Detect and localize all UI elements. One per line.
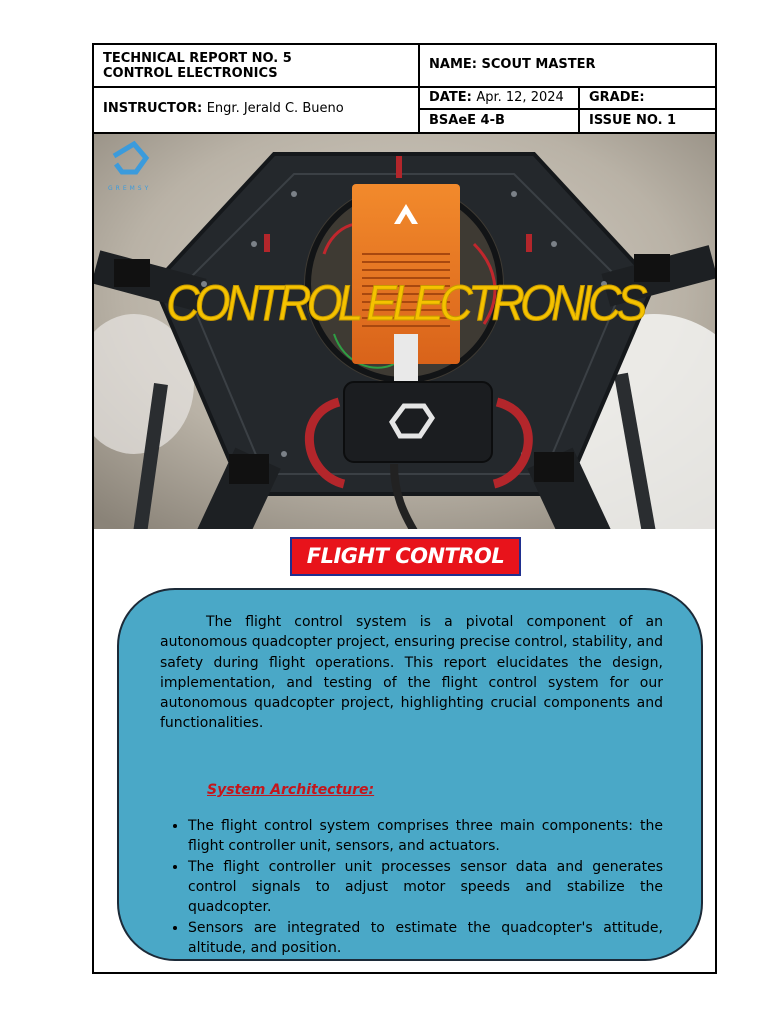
instructor-value: Engr. Jerald C. Bueno [206,101,344,116]
hero-title: CONTROL ELECTRONICS [166,275,643,331]
report-number: TECHNICAL REPORT NO. 5 [103,51,292,66]
issue-value: ISSUE NO. 1 [589,113,677,128]
issue-cell [580,110,715,132]
list-item: • The flight control system comprises three main components: the flight controller unit, sensors, and actuators. [188,816,663,857]
list-item: • Sensors are integrated to estimate the quadcopter's attitude, altitude, and position. [188,918,663,959]
power-module [344,382,492,462]
report-subject: CONTROL ELECTRONICS [103,66,278,81]
list-item: • The flight controller unit processes sensor data and generates control signals to adjust motor speeds and stabilize the quadcopter. [188,857,663,918]
report-header-table [94,45,715,132]
date-cell [420,88,580,110]
intro-paragraph: The flight control system is a pivotal component of an autonomous quadcopter project, ensuring precise control, stability, and safety during flight operations. This report elucidates the design, implementation, and testing of the flight control system for our autonomous quadcopter project, highlighting crucial components and functionalities. [160,614,663,732]
grade-label: GRADE: [589,90,645,105]
section-value: BSAeE 4-B [429,113,505,128]
report-title-cell [94,45,420,88]
architecture-list [160,816,663,958]
flight-control-banner: FLIGHT CONTROL [290,537,521,576]
name-cell [420,45,715,88]
hero-image [94,132,715,529]
report-page-frame [92,43,717,974]
grade-cell [580,88,715,110]
section-cell [420,110,580,132]
instructor-label: INSTRUCTOR: [103,101,203,116]
content-bubble [117,588,703,961]
gremsy-logo-text: GREMSY [108,185,152,192]
name-label: NAME: [429,57,477,72]
instructor-cell [94,88,420,132]
system-architecture-heading: System Architecture: [207,781,375,798]
date-value: Apr. 12, 2024 [476,90,564,105]
date-label: DATE: [429,90,472,105]
name-value: SCOUT MASTER [481,57,596,72]
